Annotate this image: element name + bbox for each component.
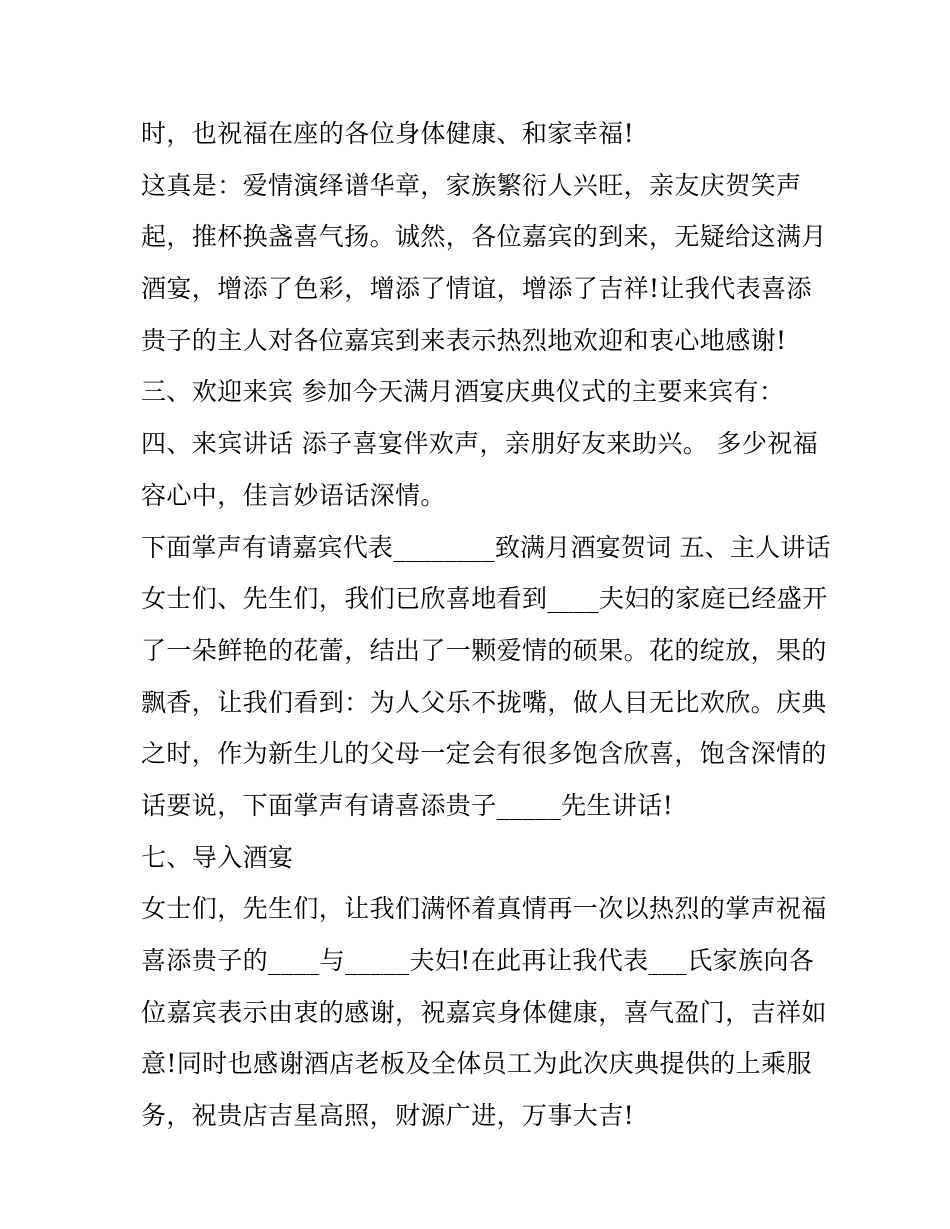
text-line: 酒宴，增添了色彩，增添了情谊，增添了吉祥!让我代表喜添: [141, 274, 812, 304]
text-line: 务，祝贵店吉星高照，财源广进，万事大吉!: [141, 1101, 635, 1131]
text-line: 之时，作为新生儿的父母一定会有很多饱含欣喜，饱含深情的: [141, 739, 827, 769]
text-line: 喜添贵子的____与_____夫妇!在此再让我代表___氏家族向各: [141, 946, 815, 975]
text-line: 女士们，先生们，让我们满怀着真情再一次以热烈的掌声祝福: [141, 894, 827, 924]
section-heading-line: 七、导入酒宴: [141, 842, 294, 872]
text-line: 意!同时也感谢酒店老板及全体员工为此次庆典提供的上乘服: [141, 1049, 812, 1079]
text-line: 容心中，佳言妙语话深情。: [141, 480, 446, 510]
text-line: 位嘉宾表示由衷的感谢，祝嘉宾身体健康，喜气盈门，吉祥如: [141, 997, 827, 1027]
section-heading-line: 四、来宾讲话 添子喜宴伴欢声，亲朋好友来助兴。 多少祝福: [141, 429, 819, 459]
text-line: 贵子的主人对各位嘉宾到来表示热烈地欢迎和衷心地感谢!: [141, 325, 787, 355]
text-line: 女士们、先生们，我们已欣喜地看到____夫妇的家庭已经盛开: [141, 584, 828, 614]
text-line: 下面掌声有请嘉宾代表________致满月酒宴贺词 五、主人讲话: [141, 532, 831, 562]
text-line: 起，推杯换盏喜气扬。诚然，各位嘉宾的到来，无疑给这满月: [141, 222, 827, 252]
text-line: 时，也祝福在座的各位身体健康、和家幸福!: [141, 119, 635, 148]
text-line: 飘香，让我们看到：为人父乐不拢嘴，做人目无比欢欣。庆典: [141, 687, 827, 717]
section-heading-line: 三、欢迎来宾 参加今天满月酒宴庆典仪式的主要来宾有：: [141, 377, 785, 407]
document-body: [141, 108, 831, 1142]
text-line: 话要说，下面掌声有请喜添贵子_____先生讲话!: [141, 790, 674, 820]
text-line: 了一朵鲜艳的花蕾，结出了一颗爱情的硕果。花的绽放，果的: [141, 635, 827, 665]
text-line: 这真是：爱情演绎谱华章，家族繁衍人兴旺，亲友庆贺笑声: [141, 170, 802, 200]
